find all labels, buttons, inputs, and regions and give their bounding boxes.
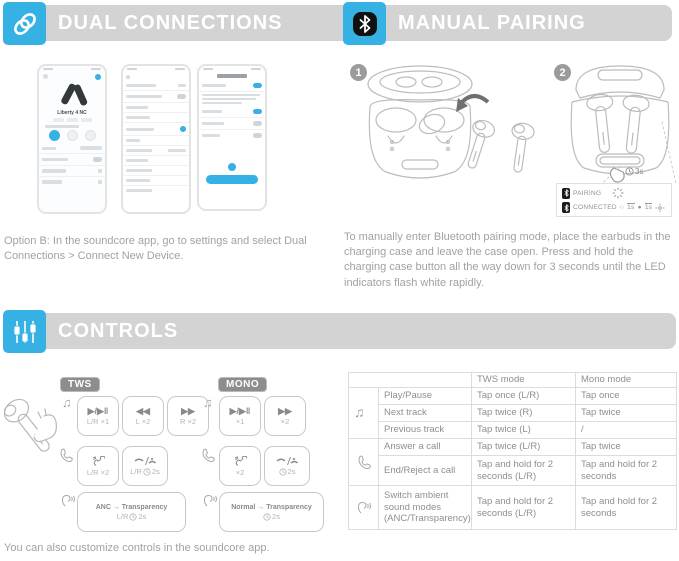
music-note-icon: ♫	[349, 388, 379, 439]
link-icon	[3, 2, 46, 45]
phone-status-bar	[43, 68, 101, 73]
press-case-illustration	[562, 62, 678, 188]
app-screen-dual-connections	[197, 64, 267, 211]
insert-arrow-icon	[456, 96, 488, 112]
step-1-badge: 1	[350, 64, 367, 81]
dual-connections-header-bar	[10, 5, 378, 41]
device-1-toggle	[199, 106, 265, 118]
led-on-icon: ●	[637, 204, 642, 211]
ambient-sound-label	[45, 125, 79, 128]
tws-previous-track-button: ◀◀ L ×2	[122, 396, 164, 436]
assistant-row	[39, 177, 105, 187]
device-3-toggle	[199, 130, 265, 141]
legend-pairing-row: PAIRING	[562, 187, 666, 199]
ear-icon	[61, 494, 75, 508]
phone-icon	[59, 448, 73, 462]
battery-indicators	[39, 118, 105, 122]
back-icon	[126, 75, 130, 79]
tws-badge: TWS	[60, 377, 100, 392]
flashing-led-icon	[612, 187, 624, 199]
controls-table	[348, 372, 677, 530]
led-legend	[556, 183, 672, 217]
sound-mode-buttons	[45, 130, 99, 141]
sliders-icon	[3, 310, 46, 353]
table-row: Next track Tap twice (R) Tap twice	[349, 405, 677, 422]
mono-ambient-button: Normal → Transparency 2s	[219, 492, 324, 532]
music-note-icon: ♫	[203, 395, 213, 410]
info-icon	[228, 163, 236, 171]
table-row: Previous track Tap twice (L) /	[349, 422, 677, 439]
step-2-badge: 2	[554, 64, 571, 81]
table-row: End/Reject a call Tap and hold for 2 seconds (L/R) Tap and hold for 2 seconds	[349, 456, 677, 486]
manual-pairing-header-bar	[350, 5, 672, 41]
mono-end-call-button: 2s	[264, 446, 310, 486]
screen-title	[217, 74, 247, 78]
clock-icon	[263, 513, 271, 521]
hold-3s-label: 3s	[625, 167, 643, 176]
open-case-illustration	[358, 62, 550, 184]
device-2-toggle	[199, 118, 265, 130]
col-tws-mode: TWS mode	[472, 373, 576, 388]
connection-badge	[95, 74, 101, 80]
col-mono-mode: Mono mode	[576, 373, 677, 388]
mode-normal	[67, 130, 78, 141]
clock-icon	[129, 513, 137, 521]
hearid-row	[39, 143, 105, 154]
dual-connections-toggle	[199, 80, 265, 92]
controls-title: CONTROLS	[58, 319, 179, 342]
table-header-row	[349, 373, 677, 388]
phone-status-bar	[203, 68, 261, 73]
answer-call-icon	[92, 456, 105, 467]
tws-ambient-button: ANC → Transparency L/R 2s	[77, 492, 186, 532]
manual-pairing-caption: To manually enter Bluetooth pairing mode, place the earbuds in the charging case and leave the case open. Press and hold the charging case button all the way down for 3 seconds until the LED indicators flash white rapidly.	[344, 231, 671, 289]
bluetooth-icon	[343, 2, 386, 45]
earbuds-image	[49, 81, 95, 109]
mono-play-pause-button: ▶/▶‖ ×1	[219, 396, 261, 436]
mode-noise-cancelling	[49, 130, 60, 141]
mono-badge: MONO	[218, 377, 267, 392]
gear-icon	[43, 74, 48, 79]
led-off-icon: ○	[619, 204, 625, 211]
phone-icon	[201, 448, 215, 462]
connect-new-device-button	[206, 175, 258, 184]
mono-answer-call-button: ×2	[219, 446, 261, 486]
tws-answer-call-button: L/R ×2	[77, 446, 119, 486]
bluetooth-icon	[562, 188, 570, 199]
tws-play-pause-button: ▶/▶‖ L/R ×1	[77, 396, 119, 436]
steady-led-icon	[655, 203, 665, 213]
device-name: Liberty 4 NC	[57, 110, 87, 116]
earbud-tap-illustration	[4, 388, 62, 474]
table-row: ♫ Play/Pause Tap once (L/R) Tap once	[349, 388, 677, 405]
answer-call-icon	[234, 456, 247, 467]
app-screen-settings	[121, 64, 191, 214]
end-call-icon	[276, 456, 298, 466]
bluetooth-icon	[562, 202, 570, 213]
dual-connections-caption: Option B: In the soundcore app, go to settings and select Dual Connections > Connect New Device.	[4, 235, 307, 263]
clock-icon	[279, 468, 287, 476]
clock-icon	[625, 167, 634, 176]
controls-header-bar	[10, 313, 676, 349]
table-row: Answer a call Tap twice (L/R) Tap twice	[349, 439, 677, 456]
phone-icon	[349, 439, 379, 486]
ear-icon	[203, 494, 217, 508]
toggle-row	[39, 154, 105, 166]
controls-footer-note: You can also customize controls in the soundcore app.	[4, 542, 270, 554]
ear-icon	[349, 486, 379, 530]
table-row: Switch ambient sound modes (ANC/Transparency) Tap and hold for 2 seconds (L/R) Tap and hold for 2 seconds	[349, 486, 677, 530]
legend-connected-row: CONNECTED ○ 1s ● 1s	[562, 202, 666, 213]
dual-connections-row	[123, 123, 189, 136]
clock-icon	[143, 468, 151, 476]
tws-end-call-button: L/R 2s	[122, 446, 168, 486]
equalizer-row	[39, 166, 105, 177]
phone-status-bar	[127, 68, 185, 73]
manual-pairing-title: MANUAL PAIRING	[398, 11, 586, 34]
music-note-icon: ♫	[62, 395, 72, 410]
app-screen-home	[37, 64, 107, 214]
mono-next-track-button: ▶▶ ×2	[264, 396, 306, 436]
mode-transparency	[85, 130, 96, 141]
end-call-icon	[134, 456, 156, 466]
dual-connections-title: DUAL CONNECTIONS	[58, 11, 283, 34]
tws-next-track-button: ▶▶ R ×2	[167, 396, 209, 436]
